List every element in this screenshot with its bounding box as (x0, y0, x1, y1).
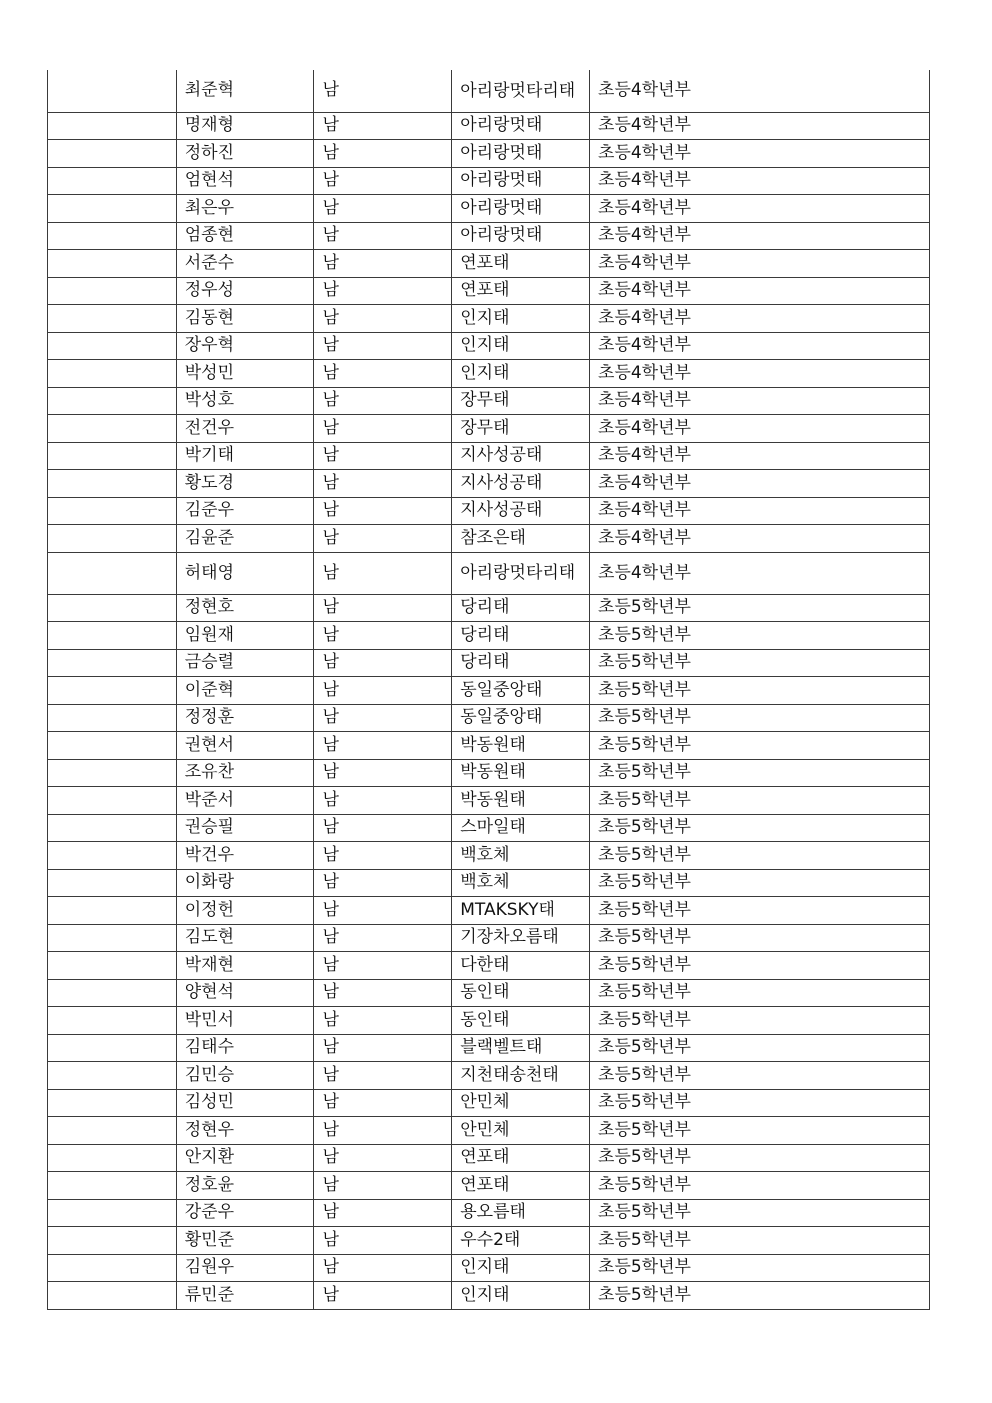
blank-cell (48, 1282, 177, 1310)
gender-cell: 남 (314, 759, 452, 787)
table-row (48, 979, 930, 1007)
table-row (48, 140, 930, 168)
table-row (48, 1007, 930, 1035)
name-cell: 박건우 (176, 842, 314, 870)
division-cell: 초등5학년부 (590, 732, 930, 760)
name-cell: 양현석 (176, 979, 314, 1007)
blank-cell (48, 470, 177, 498)
blank-cell (48, 814, 177, 842)
table-row (48, 415, 930, 443)
name-cell: 김도현 (176, 924, 314, 952)
name-cell: 전건우 (176, 415, 314, 443)
division-cell: 초등5학년부 (590, 1199, 930, 1227)
roster-body (48, 70, 930, 1309)
table-row (48, 814, 930, 842)
division-cell: 초등5학년부 (590, 979, 930, 1007)
club-cell: MTAKSKY태 (452, 897, 590, 925)
name-cell: 류민준 (176, 1282, 314, 1310)
name-cell: 박준서 (176, 787, 314, 815)
blank-cell (48, 732, 177, 760)
division-cell: 초등4학년부 (590, 470, 930, 498)
club-cell: 용오름태 (452, 1199, 590, 1227)
name-cell: 권현서 (176, 732, 314, 760)
gender-cell: 남 (314, 842, 452, 870)
division-cell: 초등4학년부 (590, 140, 930, 168)
blank-cell (48, 649, 177, 677)
blank-cell (48, 360, 177, 388)
division-cell: 초등5학년부 (590, 1144, 930, 1172)
roster-table (47, 70, 930, 1310)
gender-cell: 남 (314, 552, 452, 594)
blank-cell (48, 1062, 177, 1090)
club-cell: 아리랑멋태 (452, 140, 590, 168)
blank-cell (48, 622, 177, 650)
name-cell: 서준수 (176, 250, 314, 278)
gender-cell: 남 (314, 250, 452, 278)
blank-cell (48, 979, 177, 1007)
division-cell: 초등4학년부 (590, 442, 930, 470)
division-cell: 초등4학년부 (590, 305, 930, 333)
division-cell: 초등5학년부 (590, 1117, 930, 1145)
name-cell: 허태영 (176, 552, 314, 594)
blank-cell (48, 1089, 177, 1117)
division-cell: 초등5학년부 (590, 1282, 930, 1310)
blank-cell (48, 332, 177, 360)
division-cell: 초등5학년부 (590, 1007, 930, 1035)
division-cell: 초등4학년부 (590, 360, 930, 388)
club-cell: 지사성공태 (452, 442, 590, 470)
name-cell: 김원우 (176, 1254, 314, 1282)
gender-cell: 남 (314, 195, 452, 223)
blank-cell (48, 1172, 177, 1200)
division-cell: 초등5학년부 (590, 622, 930, 650)
blank-cell (48, 787, 177, 815)
name-cell: 이준혁 (176, 677, 314, 705)
table-row (48, 1282, 930, 1310)
division-cell: 초등5학년부 (590, 1034, 930, 1062)
division-cell: 초등5학년부 (590, 897, 930, 925)
gender-cell: 남 (314, 897, 452, 925)
gender-cell: 남 (314, 814, 452, 842)
table-row (48, 305, 930, 333)
division-cell: 초등5학년부 (590, 869, 930, 897)
blank-cell (48, 1007, 177, 1035)
gender-cell: 남 (314, 1172, 452, 1200)
club-cell: 다한태 (452, 952, 590, 980)
blank-cell (48, 497, 177, 525)
name-cell: 명재형 (176, 112, 314, 140)
division-cell: 초등4학년부 (590, 195, 930, 223)
club-cell: 지천태송천태 (452, 1062, 590, 1090)
gender-cell: 남 (314, 1199, 452, 1227)
name-cell: 안지환 (176, 1144, 314, 1172)
name-cell: 강준우 (176, 1199, 314, 1227)
gender-cell: 남 (314, 952, 452, 980)
gender-cell: 남 (314, 277, 452, 305)
table-row (48, 70, 930, 112)
gender-cell: 남 (314, 1117, 452, 1145)
division-cell: 초등5학년부 (590, 704, 930, 732)
gender-cell: 남 (314, 525, 452, 553)
blank-cell (48, 387, 177, 415)
gender-cell: 남 (314, 70, 452, 112)
club-cell: 스마일태 (452, 814, 590, 842)
name-cell: 김동현 (176, 305, 314, 333)
division-cell: 초등4학년부 (590, 112, 930, 140)
gender-cell: 남 (314, 979, 452, 1007)
table-row (48, 1062, 930, 1090)
table-row (48, 622, 930, 650)
gender-cell: 남 (314, 497, 452, 525)
gender-cell: 남 (314, 1282, 452, 1310)
blank-cell (48, 167, 177, 195)
gender-cell: 남 (314, 387, 452, 415)
division-cell: 초등4학년부 (590, 552, 930, 594)
club-cell: 기장차오름태 (452, 924, 590, 952)
club-cell: 아리랑멋태 (452, 195, 590, 223)
club-cell: 당리태 (452, 594, 590, 622)
blank-cell (48, 250, 177, 278)
name-cell: 김성민 (176, 1089, 314, 1117)
blank-cell (48, 594, 177, 622)
blank-cell (48, 1144, 177, 1172)
blank-cell (48, 1199, 177, 1227)
division-cell: 초등5학년부 (590, 1254, 930, 1282)
table-row (48, 195, 930, 223)
name-cell: 김준우 (176, 497, 314, 525)
table-row (48, 732, 930, 760)
gender-cell: 남 (314, 305, 452, 333)
club-cell: 장무태 (452, 387, 590, 415)
blank-cell (48, 677, 177, 705)
division-cell: 초등5학년부 (590, 677, 930, 705)
table-row (48, 332, 930, 360)
gender-cell: 남 (314, 1227, 452, 1255)
blank-cell (48, 70, 177, 112)
table-row (48, 525, 930, 553)
name-cell: 정현호 (176, 594, 314, 622)
table-row (48, 250, 930, 278)
division-cell: 초등5학년부 (590, 594, 930, 622)
division-cell: 초등5학년부 (590, 1172, 930, 1200)
blank-cell (48, 1227, 177, 1255)
club-cell: 동인태 (452, 1007, 590, 1035)
blank-cell (48, 952, 177, 980)
club-cell: 안민체 (452, 1117, 590, 1145)
name-cell: 엄현석 (176, 167, 314, 195)
name-cell: 김윤준 (176, 525, 314, 553)
blank-cell (48, 277, 177, 305)
club-cell: 장무태 (452, 415, 590, 443)
division-cell: 초등5학년부 (590, 952, 930, 980)
table-row (48, 924, 930, 952)
name-cell: 정호윤 (176, 1172, 314, 1200)
blank-cell (48, 1117, 177, 1145)
club-cell: 인지태 (452, 1282, 590, 1310)
club-cell: 아리랑멋태 (452, 167, 590, 195)
gender-cell: 남 (314, 167, 452, 195)
table-row (48, 1089, 930, 1117)
table-row (48, 649, 930, 677)
table-row (48, 1199, 930, 1227)
gender-cell: 남 (314, 677, 452, 705)
gender-cell: 남 (314, 360, 452, 388)
blank-cell (48, 222, 177, 250)
table-row (48, 704, 930, 732)
blank-cell (48, 140, 177, 168)
name-cell: 황민준 (176, 1227, 314, 1255)
gender-cell: 남 (314, 869, 452, 897)
division-cell: 초등4학년부 (590, 525, 930, 553)
name-cell: 박성호 (176, 387, 314, 415)
name-cell: 정우성 (176, 277, 314, 305)
club-cell: 참조은태 (452, 525, 590, 553)
club-cell: 인지태 (452, 305, 590, 333)
blank-cell (48, 759, 177, 787)
blank-cell (48, 112, 177, 140)
division-cell: 초등5학년부 (590, 1227, 930, 1255)
table-row (48, 897, 930, 925)
club-cell: 안민체 (452, 1089, 590, 1117)
name-cell: 김태수 (176, 1034, 314, 1062)
gender-cell: 남 (314, 1034, 452, 1062)
club-cell: 백호체 (452, 869, 590, 897)
club-cell: 지사성공태 (452, 470, 590, 498)
club-cell: 동일중앙태 (452, 677, 590, 705)
club-cell: 박동원태 (452, 759, 590, 787)
gender-cell: 남 (314, 222, 452, 250)
gender-cell: 남 (314, 924, 452, 952)
table-row (48, 869, 930, 897)
gender-cell: 남 (314, 1144, 452, 1172)
division-cell: 초등5학년부 (590, 842, 930, 870)
table-row (48, 1117, 930, 1145)
division-cell: 초등4학년부 (590, 387, 930, 415)
name-cell: 이화랑 (176, 869, 314, 897)
blank-cell (48, 415, 177, 443)
blank-cell (48, 842, 177, 870)
club-cell: 블랙벨트태 (452, 1034, 590, 1062)
division-cell: 초등4학년부 (590, 167, 930, 195)
table-row (48, 222, 930, 250)
club-cell: 인지태 (452, 360, 590, 388)
gender-cell: 남 (314, 787, 452, 815)
blank-cell (48, 442, 177, 470)
division-cell: 초등5학년부 (590, 759, 930, 787)
name-cell: 임원재 (176, 622, 314, 650)
name-cell: 박민서 (176, 1007, 314, 1035)
club-cell: 박동원태 (452, 732, 590, 760)
table-row (48, 442, 930, 470)
club-cell: 당리태 (452, 649, 590, 677)
gender-cell: 남 (314, 704, 452, 732)
division-cell: 초등4학년부 (590, 250, 930, 278)
club-cell: 당리태 (452, 622, 590, 650)
name-cell: 황도경 (176, 470, 314, 498)
table-row (48, 952, 930, 980)
division-cell: 초등4학년부 (590, 497, 930, 525)
club-cell: 인지태 (452, 1254, 590, 1282)
blank-cell (48, 195, 177, 223)
table-row (48, 277, 930, 305)
table-row (48, 1254, 930, 1282)
name-cell: 박기태 (176, 442, 314, 470)
club-cell: 연포태 (452, 1172, 590, 1200)
gender-cell: 남 (314, 415, 452, 443)
name-cell: 최준혁 (176, 70, 314, 112)
club-cell: 박동원태 (452, 787, 590, 815)
table-row (48, 1144, 930, 1172)
division-cell: 초등4학년부 (590, 277, 930, 305)
blank-cell (48, 525, 177, 553)
club-cell: 우수2태 (452, 1227, 590, 1255)
table-row (48, 1034, 930, 1062)
gender-cell: 남 (314, 622, 452, 650)
name-cell: 이정헌 (176, 897, 314, 925)
table-row (48, 167, 930, 195)
blank-cell (48, 305, 177, 333)
blank-cell (48, 924, 177, 952)
division-cell: 초등5학년부 (590, 814, 930, 842)
blank-cell (48, 1034, 177, 1062)
table-row (48, 842, 930, 870)
club-cell: 연포태 (452, 1144, 590, 1172)
blank-cell (48, 704, 177, 732)
blank-cell (48, 869, 177, 897)
gender-cell: 남 (314, 594, 452, 622)
name-cell: 금승렬 (176, 649, 314, 677)
name-cell: 정현우 (176, 1117, 314, 1145)
club-cell: 아리랑멋태 (452, 112, 590, 140)
division-cell: 초등4학년부 (590, 415, 930, 443)
table-row (48, 387, 930, 415)
club-cell: 백호체 (452, 842, 590, 870)
club-cell: 아리랑멋태 (452, 222, 590, 250)
name-cell: 권승필 (176, 814, 314, 842)
club-cell: 동일중앙태 (452, 704, 590, 732)
table-row (48, 759, 930, 787)
blank-cell (48, 552, 177, 594)
table-row (48, 594, 930, 622)
club-cell: 연포태 (452, 250, 590, 278)
name-cell: 최은우 (176, 195, 314, 223)
division-cell: 초등5학년부 (590, 1062, 930, 1090)
name-cell: 장우혁 (176, 332, 314, 360)
blank-cell (48, 1254, 177, 1282)
gender-cell: 남 (314, 470, 452, 498)
club-cell: 아리랑멋타리태 (452, 552, 590, 594)
table-row (48, 1172, 930, 1200)
table-row (48, 360, 930, 388)
gender-cell: 남 (314, 140, 452, 168)
name-cell: 정정훈 (176, 704, 314, 732)
division-cell: 초등5학년부 (590, 649, 930, 677)
club-cell: 인지태 (452, 332, 590, 360)
gender-cell: 남 (314, 1062, 452, 1090)
gender-cell: 남 (314, 332, 452, 360)
gender-cell: 남 (314, 1254, 452, 1282)
gender-cell: 남 (314, 732, 452, 760)
gender-cell: 남 (314, 442, 452, 470)
table-row (48, 470, 930, 498)
gender-cell: 남 (314, 1089, 452, 1117)
name-cell: 김민승 (176, 1062, 314, 1090)
table-row (48, 787, 930, 815)
division-cell: 초등5학년부 (590, 1089, 930, 1117)
club-cell: 지사성공태 (452, 497, 590, 525)
club-cell: 아리랑멋타리태 (452, 70, 590, 112)
table-row (48, 1227, 930, 1255)
name-cell: 정하진 (176, 140, 314, 168)
table-row (48, 112, 930, 140)
club-cell: 연포태 (452, 277, 590, 305)
name-cell: 조유찬 (176, 759, 314, 787)
blank-cell (48, 897, 177, 925)
name-cell: 박재현 (176, 952, 314, 980)
division-cell: 초등4학년부 (590, 332, 930, 360)
name-cell: 박성민 (176, 360, 314, 388)
gender-cell: 남 (314, 649, 452, 677)
division-cell: 초등5학년부 (590, 787, 930, 815)
division-cell: 초등4학년부 (590, 70, 930, 112)
gender-cell: 남 (314, 1007, 452, 1035)
division-cell: 초등4학년부 (590, 222, 930, 250)
name-cell: 엄종현 (176, 222, 314, 250)
table-row (48, 497, 930, 525)
table-row (48, 677, 930, 705)
gender-cell: 남 (314, 112, 452, 140)
club-cell: 동인태 (452, 979, 590, 1007)
division-cell: 초등5학년부 (590, 924, 930, 952)
table-row (48, 552, 930, 594)
